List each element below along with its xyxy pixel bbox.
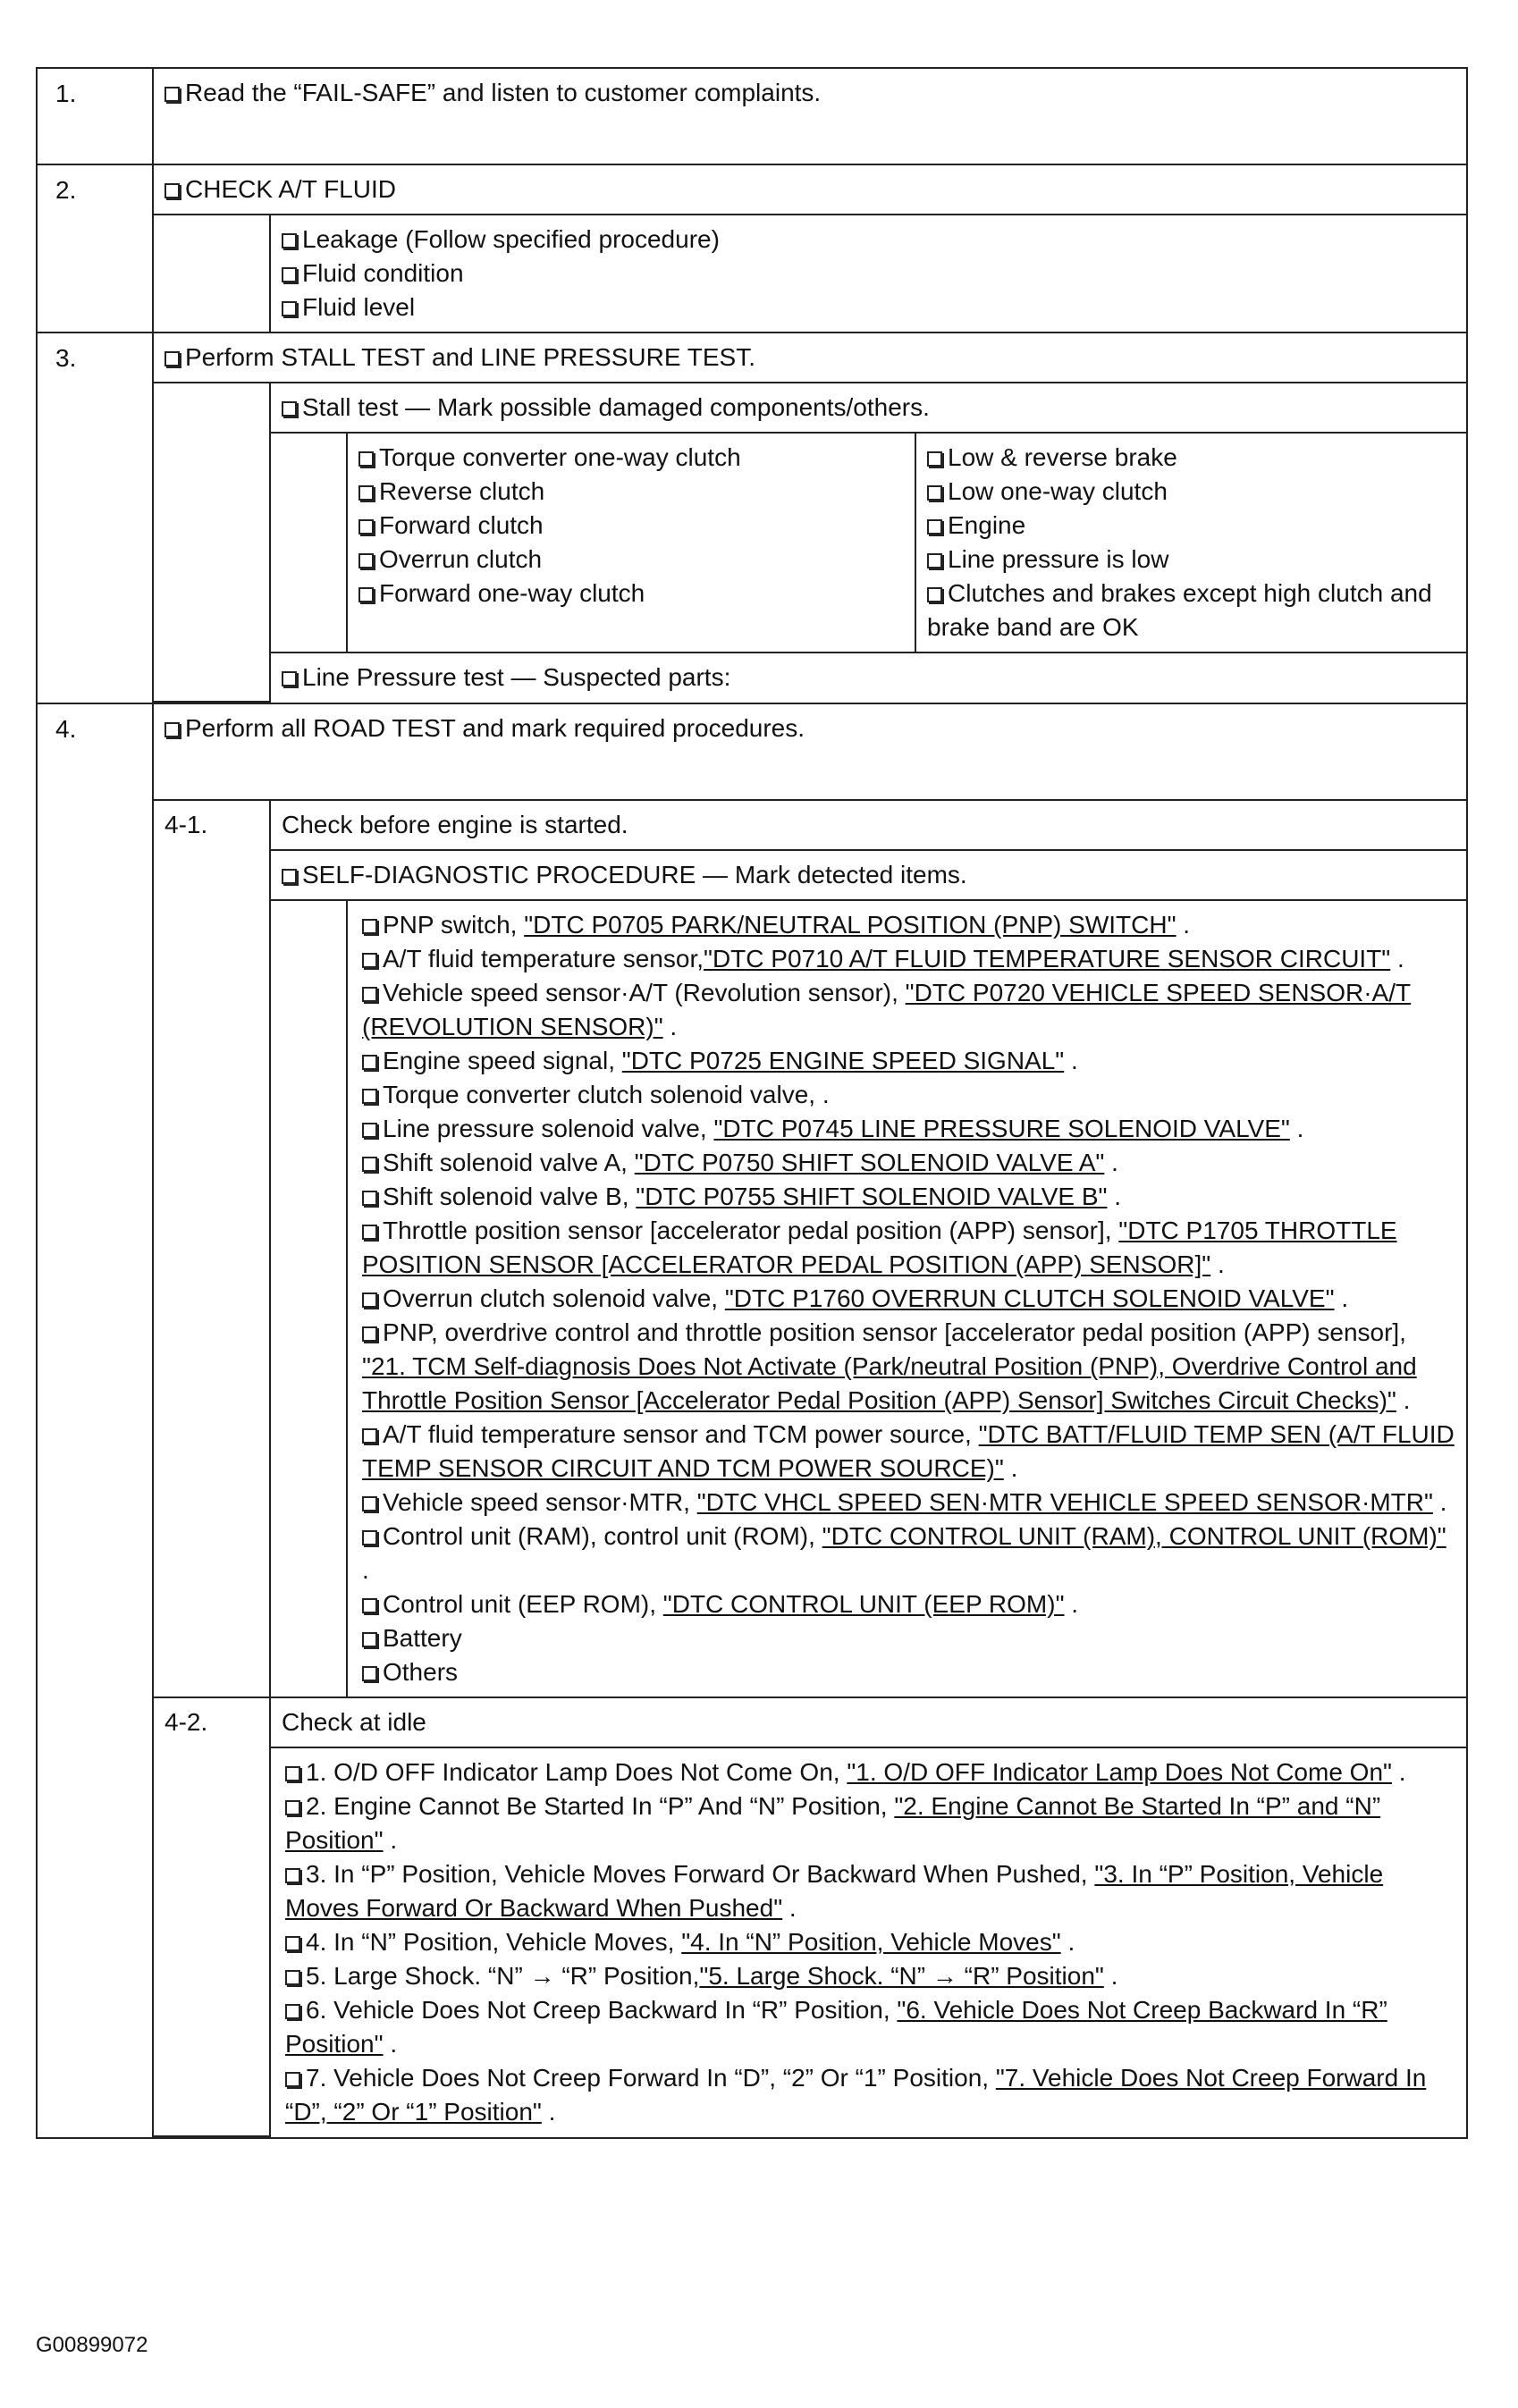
- outer-table: [36, 67, 1468, 2139]
- procedure-link[interactable]: "DTC P0745 LINE PRESSURE SOLENOID VALVE": [713, 1115, 1290, 1142]
- step-3-content: [153, 333, 1467, 703]
- list-item: 1. O/D OFF Indicator Lamp Does Not Come On, "1. O/D OFF Indicator Lamp Does Not Come On" .: [285, 1755, 1455, 1789]
- list-item: Control unit (EEP ROM), "DTC CONTROL UNIT (EEP ROM)" .: [362, 1587, 1455, 1621]
- checkbox-icon[interactable]: [362, 1089, 377, 1104]
- list-item: Low one-way clutch: [927, 475, 1455, 509]
- list-item: Line pressure solenoid valve, "DTC P0745 LINE PRESSURE SOLENOID VALVE" .: [362, 1112, 1455, 1146]
- list-item: Reverse clutch: [358, 475, 904, 509]
- list-item: Leakage (Follow specified procedure): [282, 223, 1455, 257]
- checkbox-icon[interactable]: [362, 953, 377, 968]
- checkbox-icon[interactable]: [362, 1666, 377, 1681]
- procedure-link[interactable]: "DTC P1760 OVERRUN CLUTCH SOLENOID VALVE": [724, 1284, 1335, 1312]
- procedure-link[interactable]: "4. In “N” Position, Vehicle Moves": [681, 1928, 1061, 1956]
- checkbox-icon[interactable]: [285, 2004, 300, 2019]
- procedure-table: [36, 67, 1468, 2139]
- checkbox-icon[interactable]: [285, 2072, 300, 2087]
- checkbox-icon[interactable]: [362, 1496, 377, 1511]
- checkbox-icon[interactable]: [164, 183, 180, 198]
- list-item: 4. In “N” Position, Vehicle Moves, "4. In “N” Position, Vehicle Moves" .: [285, 1925, 1455, 1959]
- procedure-link[interactable]: "7. Vehicle Does Not Creep Forward In “D”, “2” Or “1” Position": [285, 2064, 1427, 2126]
- procedure-link[interactable]: "DTC P0725 ENGINE SPEED SIGNAL": [621, 1047, 1065, 1074]
- list-item: Torque converter one-way clutch: [358, 441, 904, 475]
- checkbox-icon[interactable]: [282, 671, 297, 686]
- checkbox-icon[interactable]: [282, 401, 297, 417]
- checkbox-icon[interactable]: [927, 553, 942, 568]
- checkbox-icon[interactable]: [358, 553, 374, 568]
- step-1-content: [153, 68, 1467, 164]
- checkbox-icon[interactable]: [362, 1632, 377, 1647]
- checkbox-icon[interactable]: [358, 485, 374, 501]
- list-item: Engine: [927, 509, 1455, 543]
- list-item: 3. In “P” Position, Vehicle Moves Forward Or Backward When Pushed, "3. In “P” Position, Vehicle Moves Forward Or Backward When Pushed" .: [285, 1860, 1384, 1922]
- checkbox-icon[interactable]: [164, 351, 180, 366]
- checkbox-icon[interactable]: [285, 1766, 300, 1781]
- step-1-text: Read the “FAIL-SAFE” and listen to customer complaints.: [185, 79, 822, 106]
- procedure-link[interactable]: "DTC P0720 VEHICLE SPEED SENSOR·A/T (REVOLUTION SENSOR)": [362, 979, 1412, 1040]
- stall-test-label: Stall test — Mark possible damaged components/others.: [302, 393, 930, 421]
- list-item: 2. Engine Cannot Be Started In “P” And “N” Position, "2. Engine Cannot Be Started In “P” and “N” Position" .: [285, 1792, 1381, 1854]
- checkbox-icon[interactable]: [362, 1598, 377, 1613]
- list-item: Others: [362, 1655, 1455, 1689]
- procedure-link[interactable]: "DTC CONTROL UNIT (EEP ROM)": [662, 1590, 1065, 1618]
- step-4-text: Perform all ROAD TEST and mark required procedures.: [185, 714, 805, 742]
- step-2-content: [153, 164, 1467, 333]
- self-diagnostic-list: [348, 901, 1466, 1697]
- checkbox-icon[interactable]: [164, 87, 180, 102]
- checkbox-icon[interactable]: [927, 451, 942, 467]
- checkbox-icon[interactable]: [362, 1428, 377, 1444]
- procedure-link[interactable]: "3. In “P” Position, Vehicle Moves Forward Or Backward When Pushed": [285, 1860, 1384, 1922]
- checkbox-icon[interactable]: [285, 1868, 300, 1883]
- checkbox-icon[interactable]: [362, 1055, 377, 1070]
- step-4-content: [153, 703, 1467, 2138]
- list-item: Line pressure is low: [927, 543, 1455, 577]
- procedure-link[interactable]: "DTC P0755 SHIFT SOLENOID VALVE B": [636, 1183, 1108, 1210]
- checkbox-icon[interactable]: [285, 1800, 300, 1815]
- checkbox-icon[interactable]: [358, 451, 374, 467]
- checkbox-icon[interactable]: [282, 869, 297, 884]
- checkbox-icon[interactable]: [282, 301, 297, 316]
- step-number: 1.: [37, 68, 153, 164]
- list-item: Vehicle speed sensor·A/T (Revolution sensor), "DTC P0720 VEHICLE SPEED SENSOR·A/T (REVOLUTION SENSOR)" .: [362, 979, 1412, 1040]
- list-item: Throttle position sensor [accelerator pedal position (APP) sensor], "DTC P1705 THROTTLE POSITION SENSOR [ACCELERATOR PEDAL POSITION (APP) SENSOR]" .: [362, 1217, 1397, 1278]
- procedure-link[interactable]: "DTC P0705 PARK/NEUTRAL POSITION (PNP) SWITCH": [524, 911, 1176, 939]
- procedure-link[interactable]: "DTC BATT/FLUID TEMP SEN (A/T FLUID TEMP SENSOR CIRCUIT AND TCM POWER SOURCE)": [362, 1420, 1455, 1482]
- checkbox-icon[interactable]: [362, 1191, 377, 1206]
- checkbox-icon[interactable]: [358, 587, 374, 602]
- checkbox-icon[interactable]: [362, 1225, 377, 1240]
- list-item: Control unit (RAM), control unit (ROM), "DTC CONTROL UNIT (RAM), CONTROL UNIT (ROM)" .: [362, 1522, 1446, 1584]
- checkbox-icon[interactable]: [164, 722, 180, 737]
- checkbox-icon[interactable]: [362, 1157, 377, 1172]
- list-item: Forward clutch: [358, 509, 904, 543]
- step-3-text: Perform STALL TEST and LINE PRESSURE TEST.: [185, 343, 756, 371]
- procedure-link[interactable]: "5. Large Shock. “N” → “R” Position": [699, 1962, 1104, 1990]
- list-item: PNP, overdrive control and throttle position sensor [accelerator pedal position (APP) sensor], "21. TCM Self-diagnosis Does Not Activate (Park/neutral Position (PNP), Overdrive Control and Throttle Position Sensor [Accelerator Pedal Position (APP) Sensor] Switches Circuit Checks)" .: [362, 1318, 1417, 1414]
- checkbox-icon[interactable]: [362, 919, 377, 934]
- procedure-link[interactable]: "DTC P0710 A/T FLUID TEMPERATURE SENSOR CIRCUIT": [704, 945, 1391, 972]
- checkbox-icon[interactable]: [282, 267, 297, 282]
- procedure-link[interactable]: "6. Vehicle Does Not Creep Backward In “R” Position": [285, 1996, 1387, 2058]
- list-item: Low & reverse brake: [927, 441, 1455, 475]
- procedure-link[interactable]: "1. O/D OFF Indicator Lamp Does Not Come On": [847, 1758, 1392, 1786]
- procedure-link[interactable]: "DTC P0750 SHIFT SOLENOID VALVE A": [634, 1149, 1105, 1176]
- list-item: Overrun clutch: [358, 543, 904, 577]
- list-item: Vehicle speed sensor·MTR, "DTC VHCL SPEED SEN·MTR VEHICLE SPEED SENSOR·MTR" .: [362, 1486, 1455, 1520]
- procedure-link[interactable]: "DTC P1705 THROTTLE POSITION SENSOR [ACCELERATOR PEDAL POSITION (APP) SENSOR]": [362, 1217, 1397, 1278]
- checkbox-icon[interactable]: [362, 987, 377, 1002]
- list-item: PNP switch, "DTC P0705 PARK/NEUTRAL POSITION (PNP) SWITCH" .: [362, 908, 1455, 942]
- idle-check-list: [271, 1748, 1466, 2136]
- list-item: 7. Vehicle Does Not Creep Forward In “D”, “2” Or “1” Position, "7. Vehicle Does Not Creep Forward In “D”, “2” Or “1” Position" .: [285, 2064, 1427, 2126]
- list-item: 5. Large Shock. “N” → “R” Position,"5. Large Shock. “N” → “R” Position" .: [285, 1959, 1455, 1993]
- checkbox-icon[interactable]: [927, 519, 942, 535]
- checkbox-icon[interactable]: [362, 1530, 377, 1545]
- list-item: 6. Vehicle Does Not Creep Backward In “R” Position, "6. Vehicle Does Not Creep Backward In “R” Position" .: [285, 1996, 1387, 2058]
- procedure-link[interactable]: "DTC CONTROL UNIT (RAM), CONTROL UNIT (ROM)": [822, 1522, 1446, 1550]
- step-2-text: CHECK A/T FLUID: [185, 175, 396, 203]
- checkbox-icon[interactable]: [358, 519, 374, 535]
- substep-title: Check before engine is started.: [282, 811, 628, 838]
- substep-number: 4-1.: [164, 811, 208, 838]
- substep-title: Check at idle: [282, 1708, 426, 1736]
- list-item: A/T fluid temperature sensor and TCM power source, "DTC BATT/FLUID TEMP SEN (A/T FLUID TEMP SENSOR CIRCUIT AND TCM POWER SOURCE)" .: [362, 1420, 1455, 1482]
- list-item: Torque converter clutch solenoid valve, .: [362, 1078, 1455, 1112]
- substep-number: 4-2.: [164, 1708, 208, 1736]
- list-item: Forward one-way clutch: [358, 577, 904, 610]
- checkbox-icon[interactable]: [285, 1970, 300, 1985]
- list-item: A/T fluid temperature sensor,"DTC P0710 A/T FLUID TEMPERATURE SENSOR CIRCUIT" .: [362, 942, 1455, 976]
- step-2-row: [37, 164, 1467, 333]
- step-number: 4.: [37, 703, 153, 2138]
- checkbox-icon[interactable]: [927, 485, 942, 501]
- procedure-link[interactable]: "DTC VHCL SPEED SEN·MTR VEHICLE SPEED SENSOR·MTR": [696, 1488, 1433, 1516]
- checkbox-icon[interactable]: [362, 1123, 377, 1138]
- list-item: Fluid level: [282, 290, 1455, 324]
- figure-id: G00899072: [36, 2333, 148, 2357]
- step-1-row: [37, 68, 1467, 164]
- list-item: Battery: [362, 1621, 1455, 1655]
- step-number: 3.: [37, 333, 153, 703]
- list-item: Fluid condition: [282, 257, 1455, 290]
- procedure-link[interactable]: "21. TCM Self-diagnosis Does Not Activate (Park/neutral Position (PNP), Overdrive Control and Throttle Position Sensor [Accelerator Pedal Position (APP) Sensor] Switches Circuit Checks)": [362, 1352, 1417, 1414]
- line-pressure-label: Line Pressure test — Suspected parts:: [302, 663, 731, 691]
- step-4-row: [37, 703, 1467, 2138]
- step-number: 2.: [37, 164, 153, 333]
- list-item: Shift solenoid valve A, "DTC P0750 SHIFT SOLENOID VALVE A" .: [362, 1146, 1455, 1180]
- checkbox-icon[interactable]: [362, 1292, 377, 1308]
- list-item: Shift solenoid valve B, "DTC P0755 SHIFT SOLENOID VALVE B" .: [362, 1180, 1455, 1214]
- list-item: Clutches and brakes except high clutch and brake band are OK: [927, 579, 1432, 641]
- checkbox-icon[interactable]: [282, 233, 297, 248]
- checkbox-icon[interactable]: [285, 1936, 300, 1951]
- self-diagnostic-label: SELF-DIAGNOSTIC PROCEDURE — Mark detected items.: [302, 861, 967, 888]
- procedure-link[interactable]: "2. Engine Cannot Be Started In “P” and “N” Position": [285, 1792, 1381, 1854]
- list-item: Engine speed signal, "DTC P0725 ENGINE SPEED SIGNAL" .: [362, 1044, 1455, 1078]
- checkbox-icon[interactable]: [927, 587, 942, 602]
- list-item: Overrun clutch solenoid valve, "DTC P1760 OVERRUN CLUTCH SOLENOID VALVE" .: [362, 1282, 1455, 1316]
- step-3-row: [37, 333, 1467, 703]
- checkbox-icon[interactable]: [362, 1326, 377, 1342]
